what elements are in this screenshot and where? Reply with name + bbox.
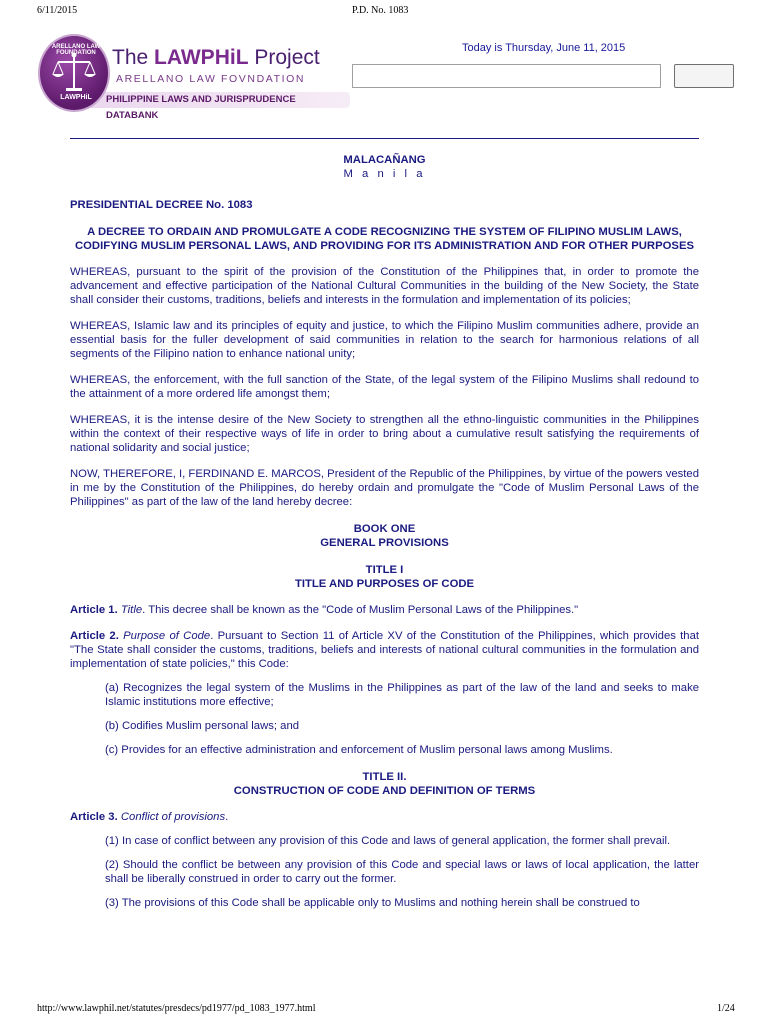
foundation-name: ARELLANO LAW FOVNDATION [116, 73, 306, 85]
article-2-item-c: (c) Provides for an effective administration and enforcement of Muslim personal laws among Muslims. [105, 744, 613, 756]
logo-tagline: PHILIPPINE LAWS AND JURISPRUDENCE DATABANK [68, 92, 350, 108]
today-date: Today is Thursday, June 11, 2015 [462, 42, 626, 54]
title-2-heading [70, 770, 699, 798]
brand-suffix: Project [248, 46, 320, 69]
article-3-text: . [225, 811, 229, 823]
article-1 [70, 603, 699, 617]
header-divider [70, 138, 699, 139]
brand-name: LAWPHiL [154, 46, 249, 69]
print-date: 6/11/2015 [37, 5, 78, 16]
article-3-item-1: (1) In case of conflict between any provision of this Code and laws of general application, the former shall prevail. [105, 835, 671, 847]
emblem-bottom-text: LAWPHiL [60, 94, 92, 101]
lawphil-logo[interactable] [38, 34, 358, 121]
decree-document [70, 146, 699, 910]
whereas-clause-4: WHEREAS, it is the intense desire of the New Society to strengthen all the ethno-linguistic communities in the Philippines within the context of their respective ways of life in order to bring about a cumulative result satisfying the requirements of national solidarity and social justice; [70, 414, 699, 454]
title-2-number: TITLE II. [362, 771, 407, 783]
book-name: GENERAL PROVISIONS [320, 537, 449, 549]
search-input[interactable] [352, 64, 661, 88]
whereas-clause-1: WHEREAS, pursuant to the spirit of the provision of the Constitution of the Philippines that, in order to promote the advancement and effective participation of the National Cultural Communities in the building of the New Society, the State shall consider their customs, traditions, beliefs and interests in the formulation and implementation of its policies; [70, 266, 699, 306]
brand-prefix: The [112, 46, 155, 69]
scales-of-justice-emblem [38, 34, 110, 112]
now-therefore-clause: NOW, THEREFORE, I, FERDINAND E. MARCOS, President of the Republic of the Philippines, by virtue of the powers vested in me by the Constitution of the Philippines, do hereby ordain and promulgate the "Code of Muslim Personal Laws of the Philippines" as part of the law of the land hereby decree: [70, 468, 699, 508]
article-2-text: . Pursuant to Section 11 of Article XV of the Constitution of the Philippines, which provides that "The State shall consider the customs, traditions, beliefs and interests of national cultural communities in the formulation and implementation of state policies," this Code: [70, 630, 699, 670]
office-heading: MALACAÑANG [343, 154, 426, 166]
article-3-item-2: (2) Should the conflict be between any provision of this Code and special laws or laws of local application, the latter shall be liberally construed in order to carry out the former. [105, 859, 699, 885]
print-page-title: P.D. No. 1083 [352, 5, 409, 16]
whereas-clause-2: WHEREAS, Islamic law and its principles of equity and justice, to which the Filipino Muslim communities adhere, provide an essential basis for the fuller development of said communities in relation to the search for harmonious relations of all segments of the Filipino nation to enhance national unity; [70, 320, 699, 360]
article-2 [70, 629, 699, 671]
decree-title: A DECREE TO ORDAIN AND PROMULGATE A CODE RECOGNIZING THE SYSTEM OF FILIPINO MUSLIM LAWS, CODIFYING MUSLIM PERSONAL LAWS, AND PROVIDING FOR ITS ADMINISTRATION AND FOR OTHER PURPOSES [74, 226, 695, 252]
article-2-caption: Purpose of Code [123, 630, 211, 642]
article-2-item-b: (b) Codifies Muslim personal laws; and [105, 720, 300, 732]
article-2-item-a: (a) Recognizes the legal system of the Muslims in the Philippines as part of the law of the land and seeks to make Islamic institutions more effective; [105, 682, 699, 708]
brand-title [112, 46, 320, 70]
article-3-caption: Conflict of provisions [120, 811, 226, 823]
title-2-name: CONSTRUCTION OF CODE AND DEFINITION OF TERMS [233, 785, 536, 797]
print-url[interactable]: http://www.lawphil.net/statutes/presdecs/pd1977/pd_1083_1977.html [37, 1003, 316, 1014]
article-2-number: Article 2. [70, 630, 119, 642]
title-1-name: TITLE AND PURPOSES OF CODE [294, 578, 475, 590]
emblem-top-text: ARELLANO LAW FOUNDATION [51, 44, 101, 56]
article-3 [70, 810, 699, 824]
article-1-caption: Title [120, 604, 143, 616]
book-heading [70, 522, 699, 550]
whereas-clause-3: WHEREAS, the enforcement, with the full sanction of the State, of the legal system of the Filipino Muslims shall redound to the attainment of a more ordered life amongst them; [70, 374, 699, 400]
article-1-text: . This decree shall be known as the "Code of Muslim Personal Laws of the Philippines." [142, 604, 579, 616]
book-number: BOOK ONE [353, 523, 416, 535]
title-1-heading [70, 563, 699, 591]
title-1-number: TITLE I [365, 564, 404, 576]
article-3-number: Article 3. [70, 811, 118, 823]
search-button[interactable] [674, 64, 734, 88]
article-1-number: Article 1. [70, 604, 118, 616]
print-page-number: 1/24 [717, 1003, 735, 1014]
city-heading: M a n i l a [343, 168, 426, 180]
decree-number: PRESIDENTIAL DECREE No. 1083 [70, 199, 253, 211]
article-3-item-3: (3) The provisions of this Code shall be applicable only to Muslims and nothing herein shall be construed to [105, 897, 640, 909]
